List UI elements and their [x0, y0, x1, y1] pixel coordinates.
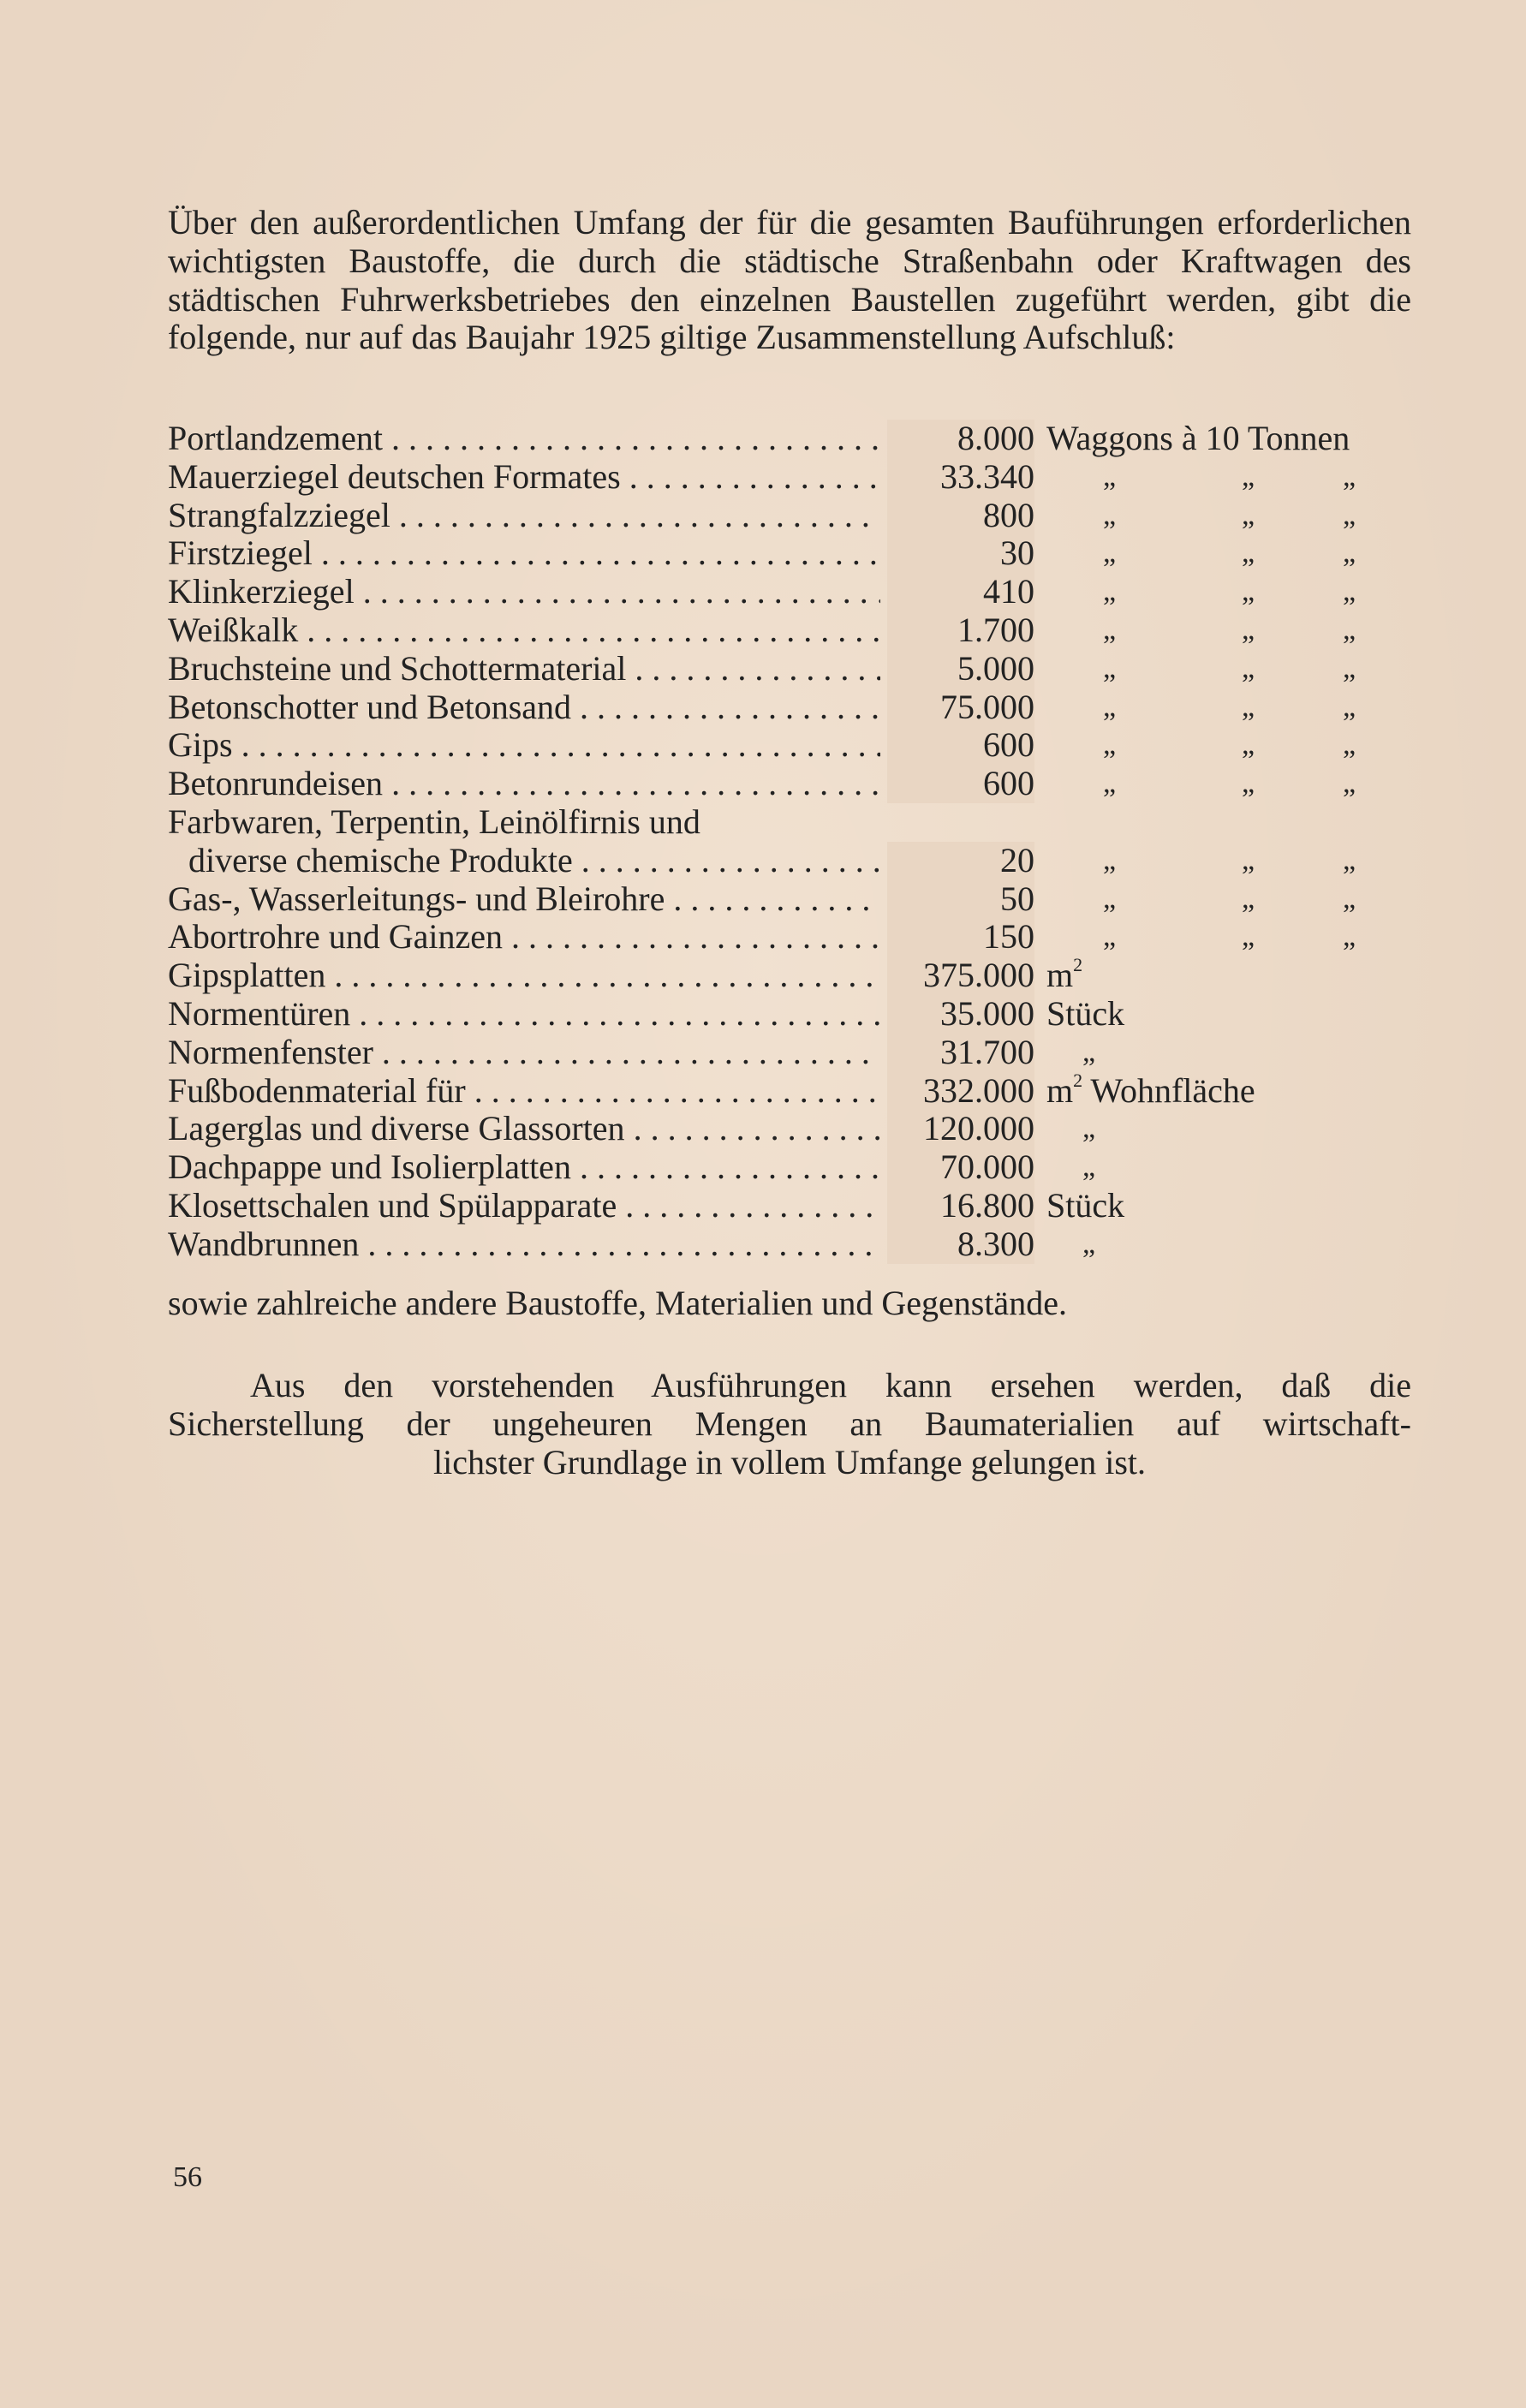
unit-text: m — [1046, 1070, 1074, 1110]
ditto-mark: „ — [1343, 498, 1356, 531]
ditto-mark: „ — [1103, 921, 1117, 953]
ditto-mark: „ — [1103, 729, 1117, 761]
material-name: Weißkalk . . . — [168, 611, 880, 650]
ditto-mark: „ — [1343, 882, 1356, 915]
material-quantity: 410 — [887, 573, 1034, 611]
material-name: Normentüren . . . — [168, 995, 880, 1034]
table-row — [168, 1034, 1418, 1072]
material-quantity: 16.800 — [887, 1187, 1034, 1225]
material-name: Strangfalzziegel . . . — [168, 497, 880, 535]
table-row — [168, 918, 1418, 957]
material-name: Mauerziegel deutschen Formates . . . — [168, 458, 880, 497]
ditto-mark: „ — [1242, 575, 1255, 608]
material-name: Portlandzement . . . — [168, 420, 880, 458]
materials-table — [168, 420, 1418, 1264]
ditto-mark: „ — [1343, 652, 1356, 684]
closing-line: Aus den vorstehenden Ausführungen kann ersehen werden, daß die — [250, 1366, 1411, 1404]
ditto-mark: „ — [1343, 921, 1356, 953]
material-name: Dachpappe und Isolierplatten . . . — [168, 1148, 880, 1187]
ditto-mark: „ — [1103, 882, 1117, 915]
ditto-mark: „ — [1103, 690, 1117, 723]
material-quantity: 332.000 — [887, 1072, 1034, 1111]
ditto-mark: „ — [1242, 537, 1255, 569]
table-row — [168, 880, 1418, 919]
material-quantity: 31.700 — [887, 1034, 1034, 1072]
material-name: Farbwaren, Terpentin, Leinölfirnis und — [168, 802, 700, 841]
unit-superscript: 2 — [1073, 1069, 1083, 1091]
material-quantity: 20 — [887, 842, 1034, 880]
material-name: Betonschotter und Betonsand . . . — [168, 688, 880, 727]
material-quantity: 30 — [887, 534, 1034, 573]
ditto-mark: „ — [1242, 460, 1255, 492]
material-quantity: 33.340 — [887, 458, 1034, 497]
ditto-mark: „ — [1082, 1151, 1096, 1183]
table-row — [168, 611, 1418, 650]
ditto-mark: „ — [1103, 460, 1117, 492]
ditto-mark: „ — [1242, 652, 1255, 684]
ditto-mark: „ — [1343, 767, 1356, 800]
closing-line: Sicherstellung der ungeheuren Mengen an Baumaterialien auf wirtschaft- — [168, 1404, 1411, 1443]
table-row — [168, 458, 1418, 497]
table-row — [168, 1110, 1418, 1148]
ditto-mark: „ — [1242, 767, 1255, 800]
unit-superscript: 2 — [1073, 954, 1083, 976]
table-row — [168, 1069, 1418, 1111]
material-unit: Stück — [1046, 1185, 1125, 1225]
ditto-mark: „ — [1343, 537, 1356, 569]
table-row — [168, 1148, 1418, 1187]
material-name: Normenfenster . . . — [168, 1034, 880, 1072]
table-row — [168, 1225, 1418, 1264]
ditto-mark: „ — [1242, 498, 1255, 531]
unit-text: m — [1046, 956, 1074, 995]
ditto-mark: „ — [1242, 613, 1255, 646]
material-quantity: 5.000 — [887, 650, 1034, 688]
material-name: Klosettschalen und Spülapparate . . . — [168, 1187, 880, 1225]
ditto-mark: „ — [1242, 690, 1255, 723]
material-quantity: 600 — [887, 765, 1034, 803]
ditto-mark: „ — [1343, 460, 1356, 492]
material-name: Firstziegel . . . — [168, 534, 880, 573]
ditto-mark: „ — [1082, 1035, 1096, 1068]
material-name: Wandbrunnen . . . — [168, 1225, 880, 1264]
table-row — [168, 534, 1418, 573]
material-quantity: 800 — [887, 497, 1034, 535]
ditto-mark: „ — [1242, 882, 1255, 915]
ditto-mark: „ — [1343, 690, 1356, 723]
ditto-mark: „ — [1343, 729, 1356, 761]
ditto-mark: „ — [1242, 843, 1255, 876]
ditto-mark: „ — [1082, 1227, 1096, 1260]
ditto-mark: „ — [1103, 613, 1117, 646]
table-row — [168, 497, 1418, 535]
ditto-mark: „ — [1103, 767, 1117, 800]
ditto-mark: „ — [1343, 613, 1356, 646]
material-quantity: 1.700 — [887, 611, 1034, 650]
material-quantity: 70.000 — [887, 1148, 1034, 1187]
material-quantity: 600 — [887, 726, 1034, 765]
material-quantity: 8.000 — [887, 420, 1034, 458]
material-quantity: 8.300 — [887, 1225, 1034, 1264]
ditto-mark: „ — [1343, 575, 1356, 608]
ditto-mark: „ — [1103, 843, 1117, 876]
table-row — [168, 765, 1418, 803]
material-quantity: 35.000 — [887, 995, 1034, 1034]
unit-suffix: Wohnfläche — [1082, 1070, 1255, 1110]
table-row — [168, 995, 1418, 1034]
ditto-mark: „ — [1343, 843, 1356, 876]
material-quantity: 120.000 — [887, 1110, 1034, 1148]
material-quantity: 375.000 — [887, 957, 1034, 995]
material-quantity: 50 — [887, 880, 1034, 919]
table-row — [168, 573, 1418, 611]
closing-line: lichster Grundlage in vollem Umfange gelungen ist. — [432, 1442, 1146, 1481]
tail-sentence: sowie zahlreiche andere Baustoffe, Materialien und Gegenstände. — [168, 1284, 1067, 1322]
table-row — [168, 688, 1418, 727]
material-name: Abortrohre und Gainzen . . . — [168, 918, 880, 957]
material-name: Betonrundeisen . . . — [168, 765, 880, 803]
table-row — [168, 420, 1418, 458]
table-row — [168, 954, 1418, 995]
ditto-mark: „ — [1103, 537, 1117, 569]
ditto-mark: „ — [1103, 498, 1117, 531]
table-row — [168, 803, 1418, 842]
material-unit: Stück — [1046, 993, 1125, 1033]
intro-paragraph: Über den außerordentlichen Umfang der für die gesamten Bauführungen erforderlichen wichtigsten Baustoffe, die durch die städtische Straßenbahn oder Kraftwagen des städtischen Fuhrwerksbetriebes den einzelnen Baustellen zugeführt werden, gibt die folgende, nur auf das Baujahr 1925 giltige Zusammenstellung Aufschluß: — [168, 203, 1411, 357]
material-name: diverse chemische Produkte . . . — [188, 842, 880, 880]
material-unit — [1046, 954, 1083, 995]
material-name: Lagerglas und diverse Glassorten . . . — [168, 1110, 880, 1148]
material-quantity: 75.000 — [887, 688, 1034, 727]
material-name: Gas-, Wasserleitungs- und Bleirohre . . . — [168, 880, 880, 919]
table-row — [168, 650, 1418, 688]
ditto-mark: „ — [1103, 575, 1117, 608]
material-name: Klinkerziegel . . . — [168, 573, 880, 611]
material-quantity: 150 — [887, 918, 1034, 957]
ditto-mark: „ — [1242, 921, 1255, 953]
page-number: 56 — [173, 2161, 202, 2193]
ditto-mark: „ — [1103, 652, 1117, 684]
material-name: Fußbodenmaterial für . . . — [168, 1072, 880, 1111]
table-row — [168, 726, 1418, 765]
ditto-mark: „ — [1242, 729, 1255, 761]
material-unit — [1046, 1069, 1255, 1111]
material-name: Bruchsteine und Schottermaterial . . . — [168, 650, 880, 688]
material-name: Gipsplatten . . . — [168, 957, 880, 995]
material-unit: Waggons à 10 Tonnen — [1046, 419, 1350, 457]
table-row — [168, 842, 1418, 880]
ditto-mark: „ — [1082, 1112, 1096, 1145]
table-row — [168, 1187, 1418, 1225]
closing-paragraph — [168, 1367, 1411, 1481]
material-name: Gips . . . — [168, 726, 880, 765]
